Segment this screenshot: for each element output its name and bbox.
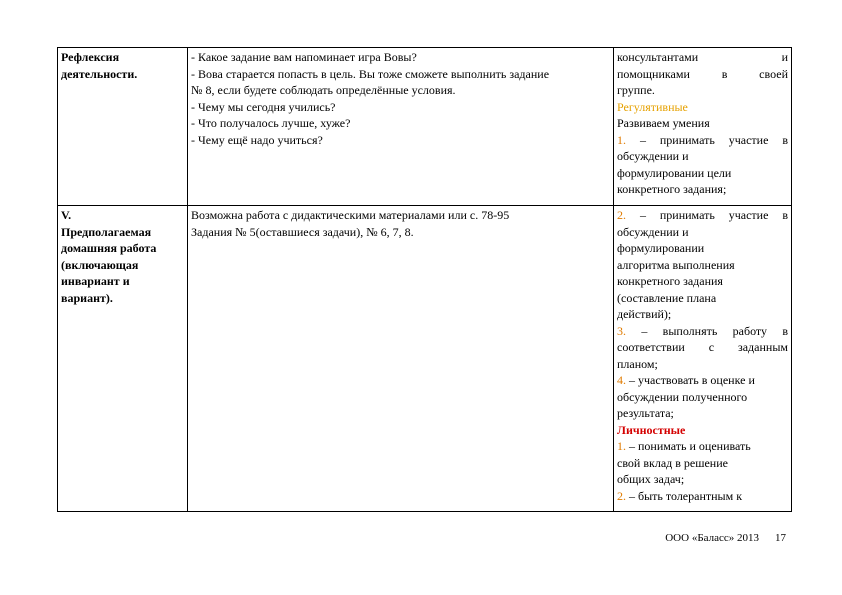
stage-text: инвариант и — [61, 274, 130, 288]
stage-text: Предполагаемая — [61, 224, 152, 239]
uud-item-text: – выполнять работу в — [641, 323, 789, 338]
regulative-heading: Регулятивные — [617, 99, 688, 114]
uud-line: свой вклад в решение — [617, 455, 728, 470]
uud-item — [617, 323, 788, 340]
stage-cell — [58, 206, 188, 512]
content-line: - Чему мы сегодня учились? — [191, 99, 336, 114]
stage-text: V. — [61, 208, 72, 222]
uud-cell — [614, 48, 792, 206]
uud-line: консультантами и — [617, 50, 788, 64]
item-number: 2. — [617, 488, 626, 503]
uud-line: действий); — [617, 307, 672, 321]
uud-item-text: – понимать и оценивать — [629, 439, 751, 453]
uud-item — [617, 132, 788, 149]
uud-line: соответствии с заданным — [617, 340, 788, 354]
uud-cell — [614, 206, 792, 512]
uud-item — [617, 438, 788, 455]
stage-cell — [58, 48, 188, 206]
item-number: 4. — [617, 373, 626, 387]
table-row — [58, 48, 792, 206]
uud-line: (составление плана — [617, 290, 717, 305]
content-line: Задания № 5(оставшиеся задачи), № 6, 7, 8. — [191, 224, 414, 239]
uud-line: результата; — [617, 406, 674, 420]
uud-line: обсуждении полученного — [617, 389, 748, 404]
uud-item — [617, 372, 788, 389]
uud-line: формулировании — [617, 241, 705, 255]
uud-item-text: – участвовать в оценке и — [629, 373, 755, 387]
content-line: - Вова старается попасть в цель. Вы тоже сможете выполнить задание — [191, 66, 550, 81]
item-number: 3. — [617, 323, 626, 338]
content-cell — [188, 206, 614, 512]
footer-company: ООО «Баласс» 2013 — [665, 532, 759, 544]
uud-line: обсуждении и — [617, 149, 689, 163]
uud-item-text: – принимать участие в — [639, 132, 789, 147]
lesson-plan-table — [57, 47, 792, 512]
stage-text: (включающая — [61, 257, 139, 272]
stage-text: вариант). — [61, 290, 113, 305]
uud-line: помощниками в своей — [617, 66, 788, 81]
stage-text: Рефлексия — [61, 50, 120, 64]
uud-item-text: – принимать участие в — [639, 208, 789, 222]
uud-line: конкретного задания; — [617, 182, 727, 196]
item-number: 1. — [617, 439, 626, 453]
stage-text: деятельности. — [61, 66, 138, 81]
uud-line: алгоритма выполнения — [617, 257, 735, 272]
uud-line: обсуждении и — [617, 224, 689, 239]
content-line: - Чему ещё надо учиться? — [191, 132, 323, 147]
item-number: 2. — [617, 208, 626, 222]
uud-line: формулировании цели — [617, 165, 732, 180]
stage-text: домашняя работа — [61, 241, 157, 255]
content-line: Возможна работа с дидактическими материалами или с. 78-95 — [191, 208, 510, 222]
uud-item — [617, 488, 788, 505]
uud-line: общих задач; — [617, 472, 685, 486]
content-line: - Что получалось лучше, хуже? — [191, 116, 351, 130]
uud-item — [617, 207, 788, 224]
page-footer — [665, 532, 786, 544]
page-number: 17 — [775, 532, 786, 544]
content-line: № 8, если будете соблюдать определённые условия. — [191, 83, 456, 97]
content-cell — [188, 48, 614, 206]
uud-line: Развиваем умения — [617, 116, 710, 130]
uud-line: конкретного задания — [617, 274, 723, 288]
content-line: - Какое задание вам напоминает игра Вовы? — [191, 50, 417, 64]
item-number: 1. — [617, 132, 626, 147]
uud-item-text: – быть толерантным к — [629, 488, 743, 503]
personal-heading: Личностные — [617, 422, 686, 437]
uud-line: группе. — [617, 83, 655, 97]
table-row — [58, 206, 792, 512]
uud-line: планом; — [617, 356, 658, 371]
